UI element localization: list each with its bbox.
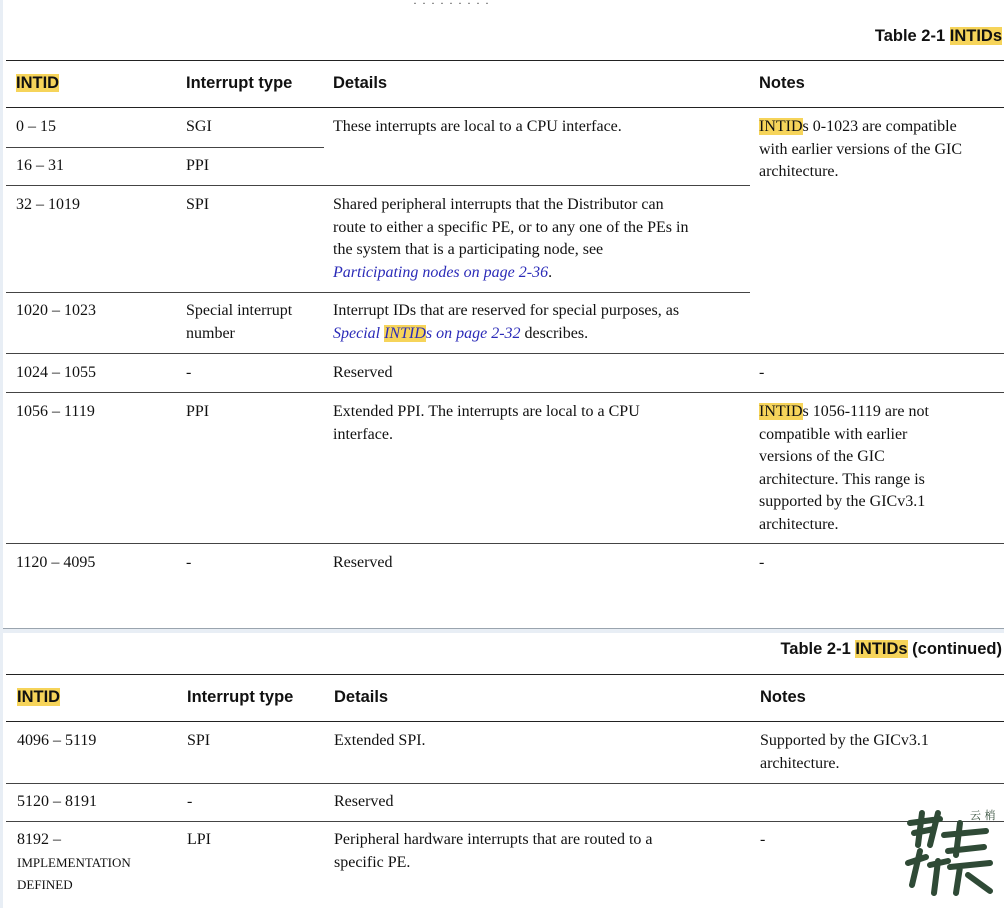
row-1120-4095-type: - [186,554,192,571]
row-1024-1055-type: - [186,364,192,381]
row-8192-intid: 8192 – IMPLEMENTATION DEFINED [17,831,131,892]
row-1120-4095-intid: 1120 – 4095 [16,554,96,571]
header-interrupt-type: Interrupt type [187,688,294,706]
row-1020-1023-details: Interrupt IDs that are reserved for special purposes, as Special INTIDs on page 2-32 describes. [333,302,680,342]
row-rule [6,353,1004,354]
row-4096-5119-notes: Supported by the GICv3.1 architecture. [760,732,929,772]
header-notes: Notes [759,74,805,92]
table-caption-continued [780,640,1002,659]
watermark-logo [900,805,1000,900]
header-details: Details [333,74,388,92]
row-32-1019-type: SPI [186,196,210,213]
row-5120-8191-details: Reserved [334,793,394,810]
row-8192-type: LPI [187,831,211,848]
row-1056-1119-intid: 1056 – 1119 [16,403,95,420]
row-1120-4095-details: Reserved [333,554,393,571]
row-rule [6,185,750,186]
row-8192-details: Peripheral hardware interrupts that are routed to a specific PE. [334,831,653,871]
page-1 [3,0,1004,629]
row-rule [6,821,1004,822]
row-1024-1055-intid: 1024 – 1055 [16,364,96,381]
caption-highlight: INTIDs [949,27,1002,45]
row-5120-8191-intid: 5120 – 8191 [17,793,97,810]
row-rule [6,783,1004,784]
participating-nodes-link[interactable]: Participating nodes on page 2-36 [333,263,549,281]
header-intid: INTID [17,688,61,706]
row-compat-notes: INTIDs 0-1023 are compatible with earlier versions of the GIC architecture. [759,118,963,180]
svg-text:云 梢: 云 梢 [970,809,996,822]
cropped-text-top: · · · · · · · · · [413,0,490,10]
row-16-31-intid: 16 – 31 [16,157,64,174]
header-notes: Notes [760,688,806,706]
header-rule [6,721,1004,722]
caption-prefix: Table 2-1 [874,27,950,45]
row-local-details: These interrupts are local to a CPU interface. [333,118,622,135]
header-rule [6,107,1004,108]
row-1024-1055-details: Reserved [333,364,393,381]
row-rule [6,292,750,293]
row-1120-4095-notes: - [759,554,765,571]
row-1024-1055-notes: - [759,364,765,381]
row-8192-notes: - [760,831,766,848]
caption-highlight: INTIDs [855,640,908,658]
row-5120-8191-type: - [187,793,193,810]
row-4096-5119-intid: 4096 – 5119 [17,732,97,749]
header-intid: INTID [16,74,60,92]
row-0-15-intid: 0 – 15 [16,118,56,135]
row-4096-5119-details: Extended SPI. [334,732,426,749]
row-1056-1119-type: PPI [186,403,210,420]
caption-suffix: (continued) [907,640,1002,658]
row-1056-1119-details: Extended PPI. The interrupts are local to a CPU interface. [333,403,640,443]
row-32-1019-details: Shared peripheral interrupts that the Distributor can route to either a specific PE, or to any one of the PEs in the system that is a participating node, see Participating nodes on page 2-36. [333,196,689,281]
row-1056-1119-notes: INTIDs 1056-1119 are not compatible with earlier versions of the GIC architecture. This range is supported by the GICv3.1 architecture. [759,403,929,533]
table-caption [875,27,1002,46]
page-2 [3,633,1004,908]
row-4096-5119-type: SPI [187,732,211,749]
row-rule [6,147,324,148]
header-interrupt-type: Interrupt type [186,74,293,92]
row-32-1019-intid: 32 – 1019 [16,196,80,213]
row-1020-1023-type: Special interrupt number [186,302,293,342]
row-rule [6,392,1004,393]
special-intids-link[interactable]: Special INTIDs on page 2-32 [333,324,521,342]
row-0-15-type: SGI [186,118,212,135]
row-1020-1023-intid: 1020 – 1023 [16,302,96,319]
table-top-rule [6,60,1004,61]
table-top-rule [6,674,1004,675]
row-rule [6,543,1004,544]
row-16-31-type: PPI [186,157,210,174]
caption-prefix: Table 2-1 [780,640,856,658]
header-details: Details [334,688,389,706]
